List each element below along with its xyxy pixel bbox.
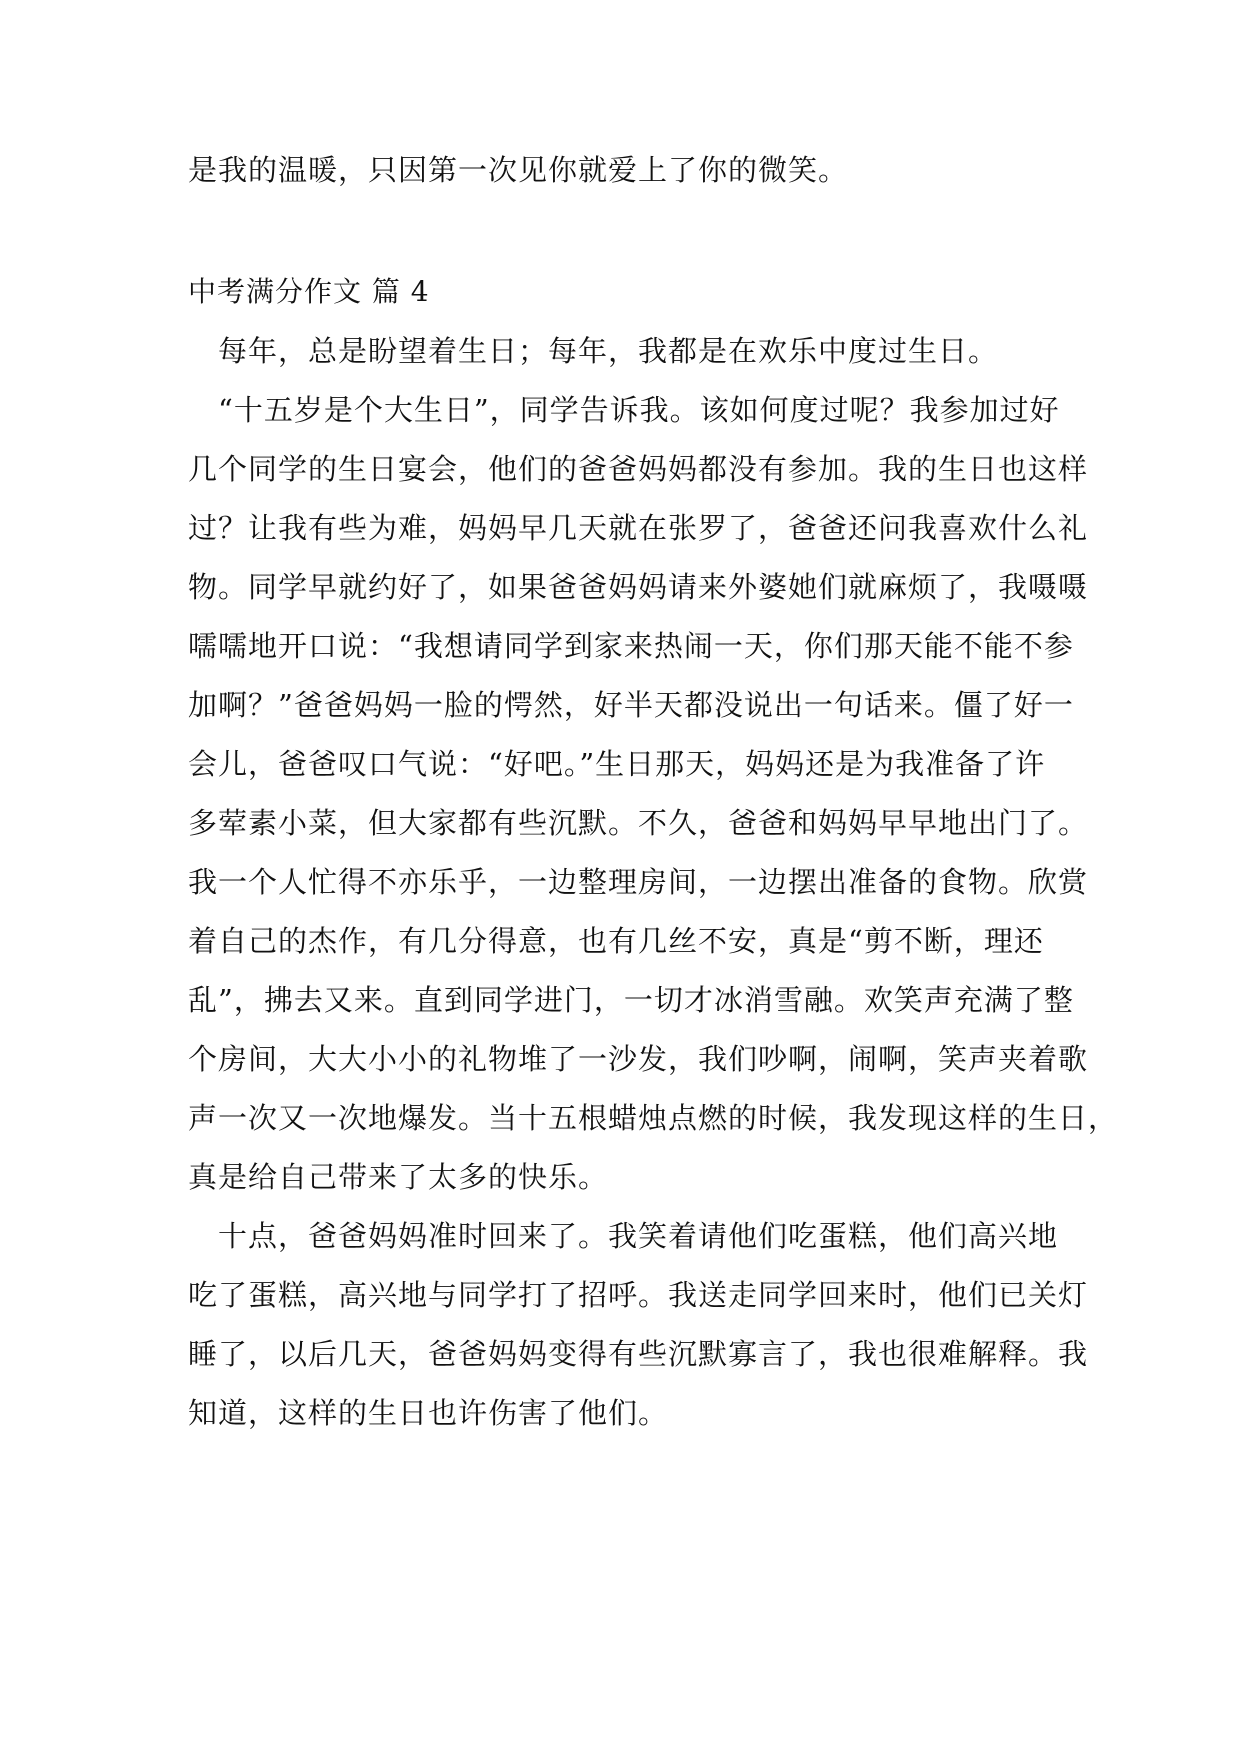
text-line: 物。同学早就约好了，如果爸爸妈妈请来外婆她们就麻烦了，我嗫嗫 bbox=[188, 570, 1089, 604]
text-line: 会儿，爸爸叹口气说：“好吧。”生日那天，妈妈还是为我准备了许 bbox=[188, 747, 1046, 781]
text-line: 十点，爸爸妈妈准时回来了。我笑着请他们吃蛋糕，他们高兴地 bbox=[188, 1219, 1059, 1253]
text-line: 真是给自己带来了太多的快乐。 bbox=[188, 1160, 609, 1194]
text-line: 个房间，大大小小的礼物堆了一沙发，我们吵啊，闹啊，笑声夹着歌 bbox=[188, 1042, 1089, 1076]
text-line: 我一个人忙得不亦乐乎，一边整理房间，一边摆出准备的食物。欣赏 bbox=[188, 865, 1089, 899]
text-line: 睡了，以后几天，爸爸妈妈变得有些沉默寡言了，我也很难解释。我 bbox=[188, 1337, 1089, 1371]
section-title: 中考满分作文 篇 4 bbox=[188, 275, 430, 308]
text-line: 乱”，拂去又来。直到同学进门，一切才冰消雪融。欢笑声充满了整 bbox=[188, 983, 1074, 1017]
text-line: “十五岁是个大生日”，同学告诉我。该如何度过呢？我参加过好 bbox=[188, 393, 1060, 427]
carry-over-line: 是我的温暖，只因第一次见你就爱上了你的微笑。 bbox=[188, 153, 849, 187]
text-line: 加啊？”爸爸妈妈一脸的愕然，好半天都没说出一句话来。僵了好一 bbox=[188, 688, 1074, 722]
text-line: 多荤素小菜，但大家都有些沉默。不久，爸爸和妈妈早早地出门了。 bbox=[188, 806, 1089, 840]
text-line: 几个同学的生日宴会，他们的爸爸妈妈都没有参加。我的生日也这样 bbox=[188, 452, 1089, 486]
text-line: 吃了蛋糕，高兴地与同学打了招呼。我送走同学回来时，他们已关灯 bbox=[188, 1278, 1089, 1312]
text-line: 声一次又一次地爆发。当十五根蜡烛点燃的时候，我发现这样的生日， bbox=[188, 1101, 1119, 1135]
text-line: 每年，总是盼望着生日；每年，我都是在欢乐中度过生日。 bbox=[188, 334, 999, 368]
text-line: 嚅嚅地开口说：“我想请同学到家来热闹一天，你们那天能不能不参 bbox=[188, 629, 1074, 663]
text-line: 着自己的杰作，有几分得意，也有几丝不安，真是“剪不断，理还 bbox=[188, 924, 1044, 958]
text-line: 知道，这样的生日也许伤害了他们。 bbox=[188, 1396, 669, 1430]
text-line: 过？让我有些为难，妈妈早几天就在张罗了，爸爸还问我喜欢什么礼 bbox=[188, 511, 1089, 545]
